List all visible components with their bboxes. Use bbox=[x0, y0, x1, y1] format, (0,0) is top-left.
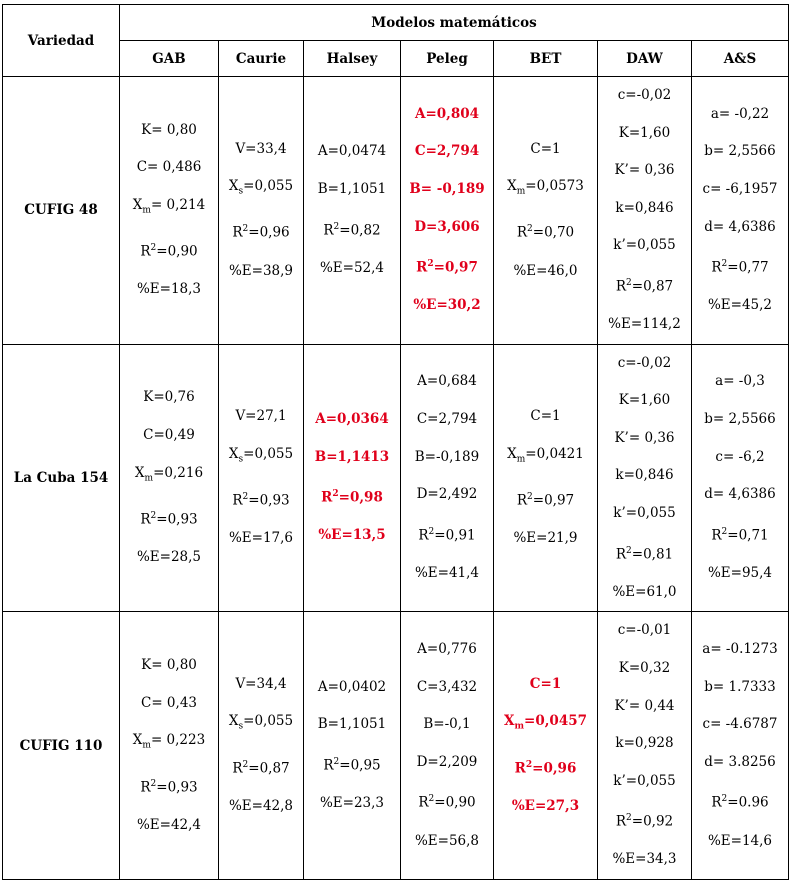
param-value: $R^2=0,96$ bbox=[232, 224, 290, 241]
param-cell-bet bbox=[494, 344, 598, 612]
variety-header: Variedad bbox=[3, 5, 120, 77]
param-value: $X_m= 0,214$ bbox=[132, 196, 206, 216]
model-header-as: A&S bbox=[692, 41, 789, 77]
table-row bbox=[3, 77, 789, 345]
param-value: k=0,846 bbox=[615, 467, 674, 484]
param-value: %E=46,0 bbox=[513, 262, 578, 279]
param-value: K=0,32 bbox=[618, 659, 671, 676]
param-value: C=3,432 bbox=[416, 678, 478, 695]
model-header-daw: DAW bbox=[598, 41, 692, 77]
models-group-header: Modelos matemáticos bbox=[120, 5, 789, 41]
param-value: V=27,1 bbox=[235, 408, 287, 425]
param-value: C= 0,486 bbox=[136, 159, 202, 176]
param-value: B=1,1051 bbox=[317, 716, 387, 733]
param-value: k’=0,055 bbox=[613, 237, 676, 254]
param-value: K’= 0,44 bbox=[614, 697, 675, 714]
param-cell-halsey bbox=[304, 77, 401, 345]
param-value: %E=13,5 bbox=[318, 527, 386, 544]
param-value: c=-0,02 bbox=[617, 87, 672, 103]
param-cell-daw bbox=[598, 344, 692, 612]
param-cell-bet bbox=[494, 77, 598, 345]
param-value: $R^2=0,93$ bbox=[232, 492, 290, 509]
param-value: $R^2=0,71$ bbox=[711, 526, 769, 544]
param-value: d= 4,6386 bbox=[704, 486, 776, 503]
param-value: $X_m=0,0457$ bbox=[504, 713, 587, 733]
param-value: $R^2=0,87$ bbox=[615, 277, 674, 295]
param-value: b= 1.7333 bbox=[704, 678, 776, 695]
param-value: C=1 bbox=[530, 140, 561, 157]
model-header-gab: GAB bbox=[120, 41, 219, 77]
model-header-halsey: Halsey bbox=[304, 41, 401, 77]
param-value: %E=14,6 bbox=[707, 832, 773, 849]
param-value: C=1 bbox=[530, 408, 561, 425]
param-value: $R^2=0,90$ bbox=[140, 243, 198, 260]
param-value: $R^2=0,97$ bbox=[516, 492, 575, 509]
param-value: $X_m=0,0573$ bbox=[507, 178, 584, 197]
param-cell-caurie bbox=[219, 344, 304, 612]
param-value: D=2,492 bbox=[416, 486, 478, 503]
param-value: $R^2=0,98$ bbox=[321, 489, 383, 506]
param-value: C= 0,43 bbox=[141, 694, 197, 711]
param-value: $X_s=0,055$ bbox=[228, 713, 294, 733]
param-value: A=0,0474 bbox=[317, 143, 387, 160]
param-value: K’= 0,36 bbox=[614, 429, 675, 446]
param-cell-bet bbox=[494, 612, 598, 880]
param-value: V=34,4 bbox=[235, 675, 287, 692]
param-cell-gab bbox=[120, 612, 219, 880]
param-value: a= -0,3 bbox=[715, 373, 765, 390]
param-value: %E=42,8 bbox=[228, 797, 294, 814]
table-row bbox=[3, 344, 789, 612]
param-value: B=-0,189 bbox=[414, 448, 480, 465]
param-value: D=3,606 bbox=[414, 218, 480, 235]
param-value: b= 2,5566 bbox=[704, 411, 776, 428]
param-value: K=0,76 bbox=[143, 389, 195, 406]
table-row bbox=[3, 612, 789, 880]
param-value: V=33,4 bbox=[235, 140, 287, 157]
param-value: B=1,1051 bbox=[317, 180, 387, 197]
param-value: K=1,60 bbox=[618, 392, 671, 409]
param-cell-peleg bbox=[401, 344, 494, 612]
param-value: K= 0,80 bbox=[141, 657, 197, 674]
param-value: B=-0,1 bbox=[423, 716, 471, 733]
param-cell-peleg bbox=[401, 77, 494, 345]
param-cell-daw bbox=[598, 612, 692, 880]
param-cell-gab bbox=[120, 344, 219, 612]
param-cell-as bbox=[692, 77, 789, 345]
param-value: d= 4,6386 bbox=[704, 218, 776, 235]
param-value: C=2,794 bbox=[414, 143, 480, 160]
param-value: %E=28,5 bbox=[136, 548, 202, 565]
param-value: $R^2=0,90$ bbox=[418, 794, 476, 811]
param-value: %E=45,2 bbox=[707, 297, 773, 314]
param-value: $R^2=0,81$ bbox=[615, 545, 674, 563]
param-value: $R^2=0,82$ bbox=[323, 221, 381, 239]
param-value: %E=27,3 bbox=[511, 797, 580, 814]
sorption-models-table bbox=[2, 4, 789, 880]
param-value: $X_m=0,0421$ bbox=[507, 445, 584, 465]
param-value: a= -0,22 bbox=[710, 105, 770, 122]
param-value: k’=0,055 bbox=[613, 505, 676, 522]
param-value: B= -0,189 bbox=[409, 180, 485, 197]
param-value: %E=114,2 bbox=[608, 316, 681, 333]
param-value: b= 2,5566 bbox=[704, 143, 776, 160]
param-cell-peleg bbox=[401, 612, 494, 880]
param-value: C=0,49 bbox=[143, 427, 195, 443]
param-value: %E=21,9 bbox=[513, 530, 578, 547]
param-value: K=1,60 bbox=[618, 124, 671, 141]
param-value: $R^2=0,96$ bbox=[514, 759, 577, 777]
param-value: c=-0,01 bbox=[617, 622, 672, 639]
param-cell-as bbox=[692, 612, 789, 880]
param-value: a= -0.1273 bbox=[702, 641, 778, 658]
param-value: A=0,0402 bbox=[317, 678, 387, 695]
param-value: $R^2=0,93$ bbox=[140, 510, 198, 528]
param-value: D=2,209 bbox=[416, 753, 478, 770]
param-value: $R^2=0,70$ bbox=[516, 224, 575, 241]
param-value: B=1,1413 bbox=[314, 448, 390, 465]
param-cell-caurie bbox=[219, 77, 304, 345]
param-value: $R^2=0.96$ bbox=[711, 794, 769, 811]
param-value: %E=41,4 bbox=[414, 564, 480, 581]
param-value: $R^2=0,95$ bbox=[323, 756, 381, 774]
param-value: K’= 0,36 bbox=[614, 162, 675, 179]
param-value: %E=61,0 bbox=[612, 583, 677, 600]
param-value: %E=56,8 bbox=[414, 832, 480, 849]
param-value: $R^2=0,92$ bbox=[615, 813, 674, 830]
param-value: %E=23,3 bbox=[319, 794, 385, 811]
param-value: $X_m= 0,223$ bbox=[132, 732, 206, 751]
param-value: c= -6,2 bbox=[715, 448, 765, 465]
param-value: c= -6,1957 bbox=[702, 180, 778, 197]
param-value: k’=0,055 bbox=[613, 772, 676, 789]
param-value: A=0,0364 bbox=[315, 411, 389, 428]
param-value: C=1 bbox=[529, 675, 562, 692]
param-value: %E=18,3 bbox=[136, 281, 202, 298]
param-cell-as bbox=[692, 344, 789, 612]
param-value: $X_s=0,055$ bbox=[228, 178, 294, 197]
param-cell-gab bbox=[120, 77, 219, 345]
param-value: A=0,776 bbox=[417, 641, 477, 658]
param-value: k=0,928 bbox=[615, 735, 674, 752]
model-header-bet: BET bbox=[494, 41, 598, 77]
param-value: %E=52,4 bbox=[319, 259, 385, 276]
param-value: k=0,846 bbox=[615, 199, 674, 216]
param-cell-caurie bbox=[219, 612, 304, 880]
param-value: %E=38,9 bbox=[228, 262, 294, 279]
param-value: C=2,794 bbox=[416, 411, 478, 428]
param-cell-halsey bbox=[304, 344, 401, 612]
param-value: c=-0,02 bbox=[617, 354, 672, 371]
param-value: A=0,804 bbox=[414, 105, 480, 122]
variety-name: CUFIG 48 bbox=[3, 77, 120, 345]
param-value: $X_m=0,216$ bbox=[134, 464, 204, 484]
param-value: d= 3.8256 bbox=[704, 753, 776, 770]
param-cell-halsey bbox=[304, 612, 401, 880]
param-value: %E=42,4 bbox=[136, 816, 202, 833]
param-value: %E=95,4 bbox=[707, 564, 773, 581]
param-value: %E=17,6 bbox=[228, 530, 294, 547]
param-value: $R^2=0,91$ bbox=[418, 526, 476, 544]
param-value: $R^2=0,77$ bbox=[711, 259, 769, 276]
param-value: c= -4.6787 bbox=[702, 716, 778, 733]
model-header-caurie: Caurie bbox=[219, 41, 304, 77]
param-value: $R^2=0,87$ bbox=[232, 759, 290, 777]
param-value: A=0,684 bbox=[417, 373, 477, 390]
param-value: $X_s=0,055$ bbox=[228, 445, 294, 465]
variety-name: CUFIG 110 bbox=[3, 612, 120, 880]
param-value: $R^2=0,97$ bbox=[416, 259, 478, 276]
param-cell-daw bbox=[598, 77, 692, 345]
param-value: $R^2=0,93$ bbox=[140, 778, 198, 796]
model-header-peleg: Peleg bbox=[401, 41, 494, 77]
param-value: %E=34,3 bbox=[612, 851, 677, 868]
param-value: %E=30,2 bbox=[413, 297, 481, 314]
param-value: K= 0,80 bbox=[141, 121, 197, 138]
variety-name: La Cuba 154 bbox=[3, 344, 120, 612]
